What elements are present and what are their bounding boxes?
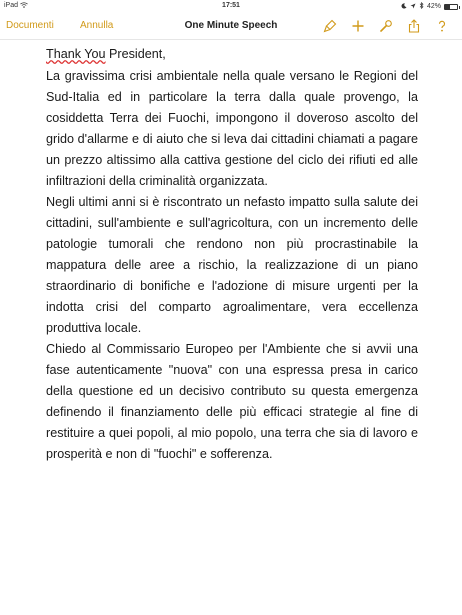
wrench-icon[interactable] <box>378 18 394 34</box>
plus-icon[interactable] <box>350 18 366 34</box>
paragraph-2: Negli ultimi anni si è riscontrato un nefasto impatto sulla salute dei cittadini, sull'ambiente e sull'agricoltura, con un incremento delle patologie tumorali che rendono non più procrastinabile la mappatura delle aree a rischio, la realizzazione di un piano straordinario di bonifiche e l'adozione di misure urgenti per la indotta crisi del comparto agroalimentare, vera eccellenza produttiva locale. <box>46 195 418 335</box>
status-right <box>401 2 458 11</box>
help-icon[interactable] <box>434 18 450 34</box>
moon-icon <box>401 3 407 11</box>
salutation-rest: President, <box>105 47 166 61</box>
paragraph-1: La gravissima crisi ambientale nella quale versano le Regioni del Sud-Italia ed in particolare la terra dalla quale provengo, la cosiddetta Terra dei Fuochi, impongono il doveroso ascolto del grido d'allarme e di aiuto che si leva dai cittadini chiamati a pagare un prezzo altissimo alla cattiva gestione del ciclo dei rifiuti ed alle infiltrazioni della criminalità organizzata. <box>46 69 418 188</box>
battery-percent: 42% <box>426 3 441 10</box>
battery-icon <box>444 4 458 10</box>
brush-icon[interactable] <box>322 18 338 34</box>
location-icon <box>410 3 416 11</box>
document-body[interactable] <box>46 44 418 465</box>
cancel-button[interactable]: Annulla <box>80 20 114 31</box>
salutation <box>46 44 418 65</box>
salutation-underlined: Thank You <box>46 47 106 61</box>
share-icon[interactable] <box>406 18 422 34</box>
toolbar <box>0 12 462 40</box>
status-bar <box>0 0 462 12</box>
document-title: One Minute Speech <box>184 20 278 31</box>
bluetooth-icon <box>419 2 424 11</box>
device-name: iPad <box>4 2 19 9</box>
status-time: 17:51 <box>222 2 240 9</box>
documents-button[interactable]: Documenti <box>6 20 54 31</box>
battery-fill <box>445 5 450 9</box>
paragraph-3: Chiedo al Commissario Europeo per l'Ambiente che si avvii una fase autenticamente "nuova" con una espressa presa in carico della questione ed un decisivo contributo su questa emergenza definendo il finanziamento delle più efficaci strategie al fine di restituire a quei popoli, al mio popolo, una terra che sia di lavoro e prosperità e non di "fuochi" e sofferenza. <box>46 342 418 461</box>
